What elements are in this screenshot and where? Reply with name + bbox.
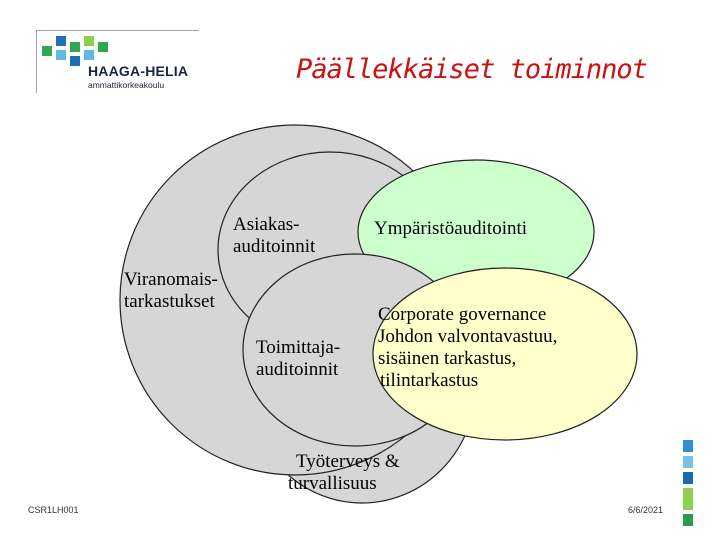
accent-bars — [683, 440, 693, 530]
logo-name: HAAGA-HELIA — [88, 63, 189, 79]
corporate-label-line3: sisäinen tarkastus, — [378, 348, 517, 369]
accent-bar — [683, 488, 693, 510]
accent-bar — [683, 472, 693, 484]
tyoterveys-label-line1: Työterveys & — [296, 451, 400, 472]
corporate-label-line1: Corporate governance — [378, 304, 547, 325]
asiakas-label-line1: Asiakas- — [233, 214, 300, 235]
slide-date: 6/6/2021 — [628, 505, 664, 515]
viranomais-label-line2: tarkastukset — [124, 291, 215, 312]
page-title: Päällekkäiset toiminnot — [296, 54, 647, 85]
toimittaja-label-line2: auditoinnit — [256, 359, 339, 380]
accent-bar — [683, 514, 693, 526]
logo-subtitle: ammattikorkeakoulu — [88, 80, 165, 90]
asiakas-label — [233, 214, 315, 258]
asiakas-label-line2: auditoinnit — [233, 236, 316, 257]
accent-bar — [683, 456, 693, 468]
viranomais-label-line1: Viranomais- — [124, 269, 218, 290]
accent-bar — [683, 440, 693, 452]
tyoterveys-label — [288, 451, 400, 495]
ymparisto-label: Ympäristöauditointi — [374, 218, 528, 239]
corporate-label-line4: tilintarkastus — [380, 370, 479, 391]
toimittaja-label — [256, 337, 340, 381]
toimittaja-label-line1: Toimittaja- — [256, 337, 341, 358]
slide-code: CSR1LH001 — [28, 505, 79, 515]
corporate-label-line2: Johdon valvontavastuu, — [378, 326, 558, 347]
viranomais-label — [124, 269, 218, 313]
tyoterveys-label-line2: turvallisuus — [288, 473, 377, 494]
corporate-label — [378, 304, 557, 392]
